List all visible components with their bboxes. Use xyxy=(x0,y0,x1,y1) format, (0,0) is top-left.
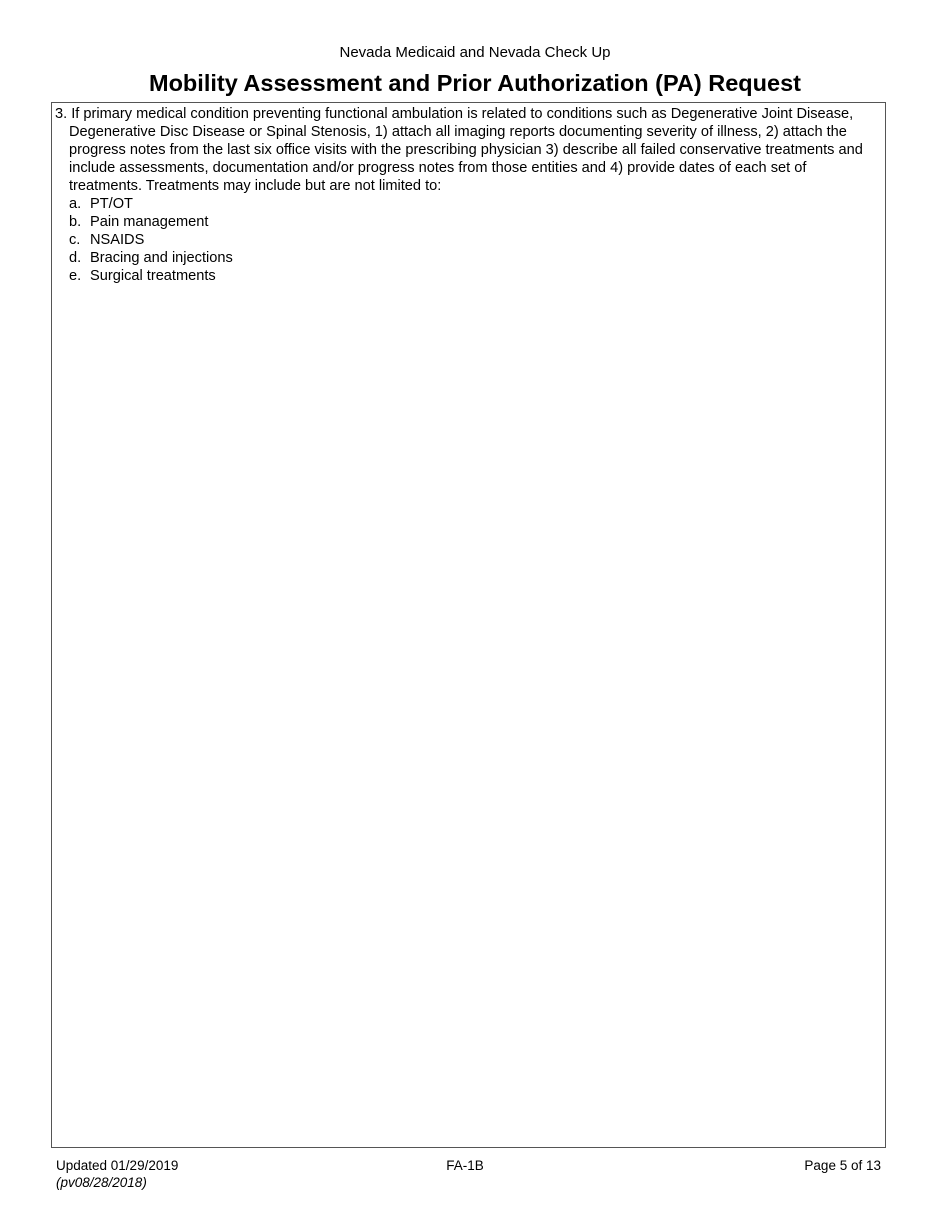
list-marker: a. xyxy=(69,196,82,212)
version-date: (pv08/28/2018) xyxy=(56,1175,147,1190)
list-marker: c. xyxy=(69,232,81,248)
updated-date: Updated 01/29/2019 xyxy=(56,1158,179,1173)
list-item xyxy=(69,195,881,213)
list-marker: d. xyxy=(69,250,82,266)
list-marker: b. xyxy=(69,214,82,230)
treatment-list xyxy=(55,195,881,285)
question-text: 3. If primary medical condition preventing functional ambulation is related to conditions such as Degenerative Joint Disease, Degenerative Disc Disease or Spinal Stenosis, 1) attach all imaging reports documenting severity of illness, 2) attach the progress notes from the last six office visits with the prescribing physician 3) describe all failed conservative treatments and include assessments, documentation and/or progress notes from those entities and 4) provide dates of each set of treatments. Treatments may include but are not limited to: xyxy=(55,106,863,194)
list-marker: e. xyxy=(69,268,82,284)
list-item xyxy=(69,249,881,267)
list-item-label: Surgical treatments xyxy=(90,268,216,284)
page-number: Page 5 of 13 xyxy=(804,1158,881,1173)
list-item-label: PT/OT xyxy=(90,196,133,212)
page-title: Mobility Assessment and Prior Authorization (PA) Request xyxy=(149,70,801,96)
list-item xyxy=(69,213,881,231)
question-3 xyxy=(55,105,881,285)
list-item-label: Bracing and injections xyxy=(90,250,233,266)
list-item xyxy=(69,267,881,285)
list-item-label: NSAIDS xyxy=(90,232,145,248)
organization-name: Nevada Medicaid and Nevada Check Up xyxy=(339,44,611,61)
form-id: FA-1B xyxy=(446,1158,484,1173)
list-item xyxy=(69,231,881,249)
list-item-label: Pain management xyxy=(90,214,209,230)
question-response-box[interactable] xyxy=(51,102,886,1148)
